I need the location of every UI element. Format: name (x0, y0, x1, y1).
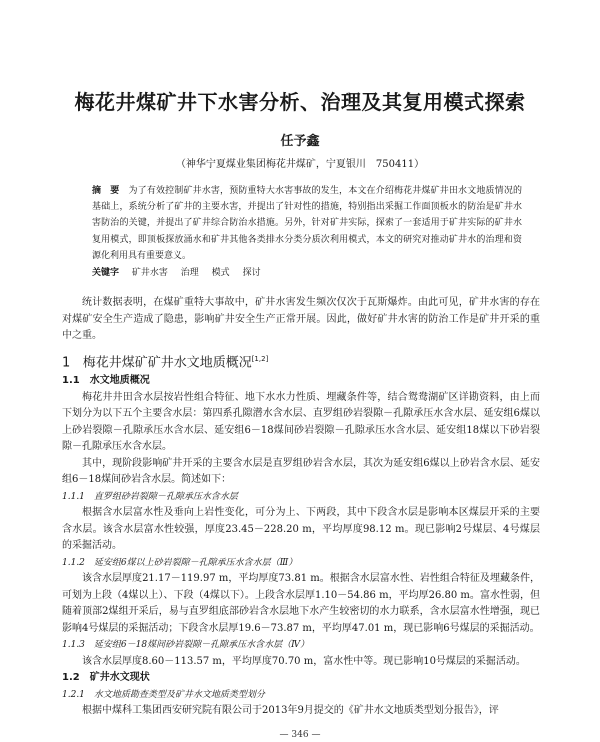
subsubsection-heading: 1.1.3 延安组6－18煤间砂岩裂隙－孔隙承压水含水层（Ⅳ） (62, 640, 310, 651)
paragraph: 根据含水层富水性及垂向上岩性变化，可分为上、下两段，其中下段含水层是影响本区煤层开采的主要含水层。该含水层富水性较强，厚度23.45－228.20 m，平均厚度98.12 m。现已影响2号煤层、4号煤层的采掘活动。 (62, 507, 540, 552)
paragraph: 梅花井井田含水层按岩性组合特征、地下水水力性质、埋藏条件等，结合鸳鸯湖矿区详勘资料，由上而下划分为以下五个主要含水层：第四系孔隙潜水含水层、直罗组砂岩裂隙－孔隙承压水含水层、延安组6煤以上砂岩裂隙－孔隙承压水含水层、延安组6－18煤间砂岩裂隙－孔隙承压水含水层、延安组18煤以下砂岩裂隙－孔隙承压水含水层。 (62, 391, 540, 453)
body-text (62, 295, 540, 720)
abstract-label: 摘 要 (92, 186, 120, 196)
paragraph: 根据中煤科工集团西安研究院有限公司于2013年9月提交的《矿井水文地质类型划分报告》，评 (82, 705, 499, 717)
abstract-block (92, 183, 522, 264)
section-heading (62, 351, 540, 372)
keyword-item: 矿井水害 (131, 268, 168, 278)
author-affiliation: （神华宁夏煤业集团梅花井煤矿，宁夏银川 750411） (175, 159, 425, 170)
paragraph: 该含水层厚度21.17－119.97 m，平均厚度73.81 m。根据含水层富水性、岩性组合特征及埋藏条件，可划为上段（4煤以上）、下段（4煤以下）。上段含水层厚1.10－54.86 m，平均厚26.80 m。富水性弱，但随着顶部2煤组开采后，易与直罗组底部砂岩含水层地下水产生较密切的水力联系，含水层富水性增强，现已影响4号煤层的采掘活动；下段含水层厚19.6－73.87 m，平均厚47.01 m，现已影响6号煤层的采掘活动。 (62, 573, 540, 634)
abstract-text: 为了有效控制矿井水害，预防重特大水害事故的发生，本文在介绍梅花井煤矿井田水文地质情况的基础上，系统分析了矿井的主要水害，并提出了针对性的措施，特别指出采掘工作面顶板水的防治是矿井水害防治的关键，并提出了矿井综合防治水措施。另外，针对矿井实际，探索了一套适用于矿井实际的矿井水复用模式，即顶板探放涌水和矿井其他各类排水分类分质次利用模式，本文的研究对推动矿井水的治理和资源化利用具有重要意义。 (92, 186, 522, 261)
section-title: 梅花井煤矿矿井水文地质概况 (82, 354, 252, 370)
paper-title: 梅花井煤矿井下水害分析、治理及其复用模式探索 (74, 90, 526, 114)
subsection-heading: 1.2 矿井水文现状 (62, 672, 150, 684)
subsubsection-heading: 1.1.2 延安组6煤以上砂岩裂隙－孔隙承压水含水层（Ⅲ） (62, 557, 298, 568)
section-number: 1 (62, 354, 71, 370)
keyword-item: 治理 (180, 268, 199, 278)
subsection-heading: 1.1 水文地质概况 (62, 375, 150, 387)
page-number: — 346 — (279, 730, 321, 740)
subsubsection-heading: 1.1.1 直罗组砂岩裂隙－孔隙承压水含水层 (62, 491, 238, 502)
subsubsection-heading: 1.2.1 水文地质勘查类型及矿井水文地质类型划分 (62, 689, 265, 700)
keywords-label: 关键字 (92, 268, 120, 278)
intro-paragraph: 统计数据表明，在煤矿重特大事故中，矿井水害发生频次仅次于瓦斯爆炸。由此可见，矿井水害的存在对煤矿安全生产造成了隐患，影响矿井安全生产正常开展。因此，做好矿井水害的防治工作是矿井开采的重中之重。 (62, 297, 540, 341)
citation-ref: [1,2] (251, 354, 269, 363)
keywords-block (92, 265, 522, 281)
paragraph: 该含水层厚度8.60－113.57 m，平均厚度70.70 m，富水性中等。现已影响10号煤层的采掘活动。 (82, 655, 526, 667)
keyword-item: 探讨 (242, 268, 261, 278)
paragraph: 其中，现阶段影响矿井开采的主要含水层是直罗组砂岩含水层，其次为延安组6煤以上砂岩含水层、延安组6－18煤间砂岩含水层。简述如下： (62, 457, 540, 486)
keyword-item: 模式 (211, 268, 230, 278)
author-name: 任予鑫 (280, 134, 320, 149)
